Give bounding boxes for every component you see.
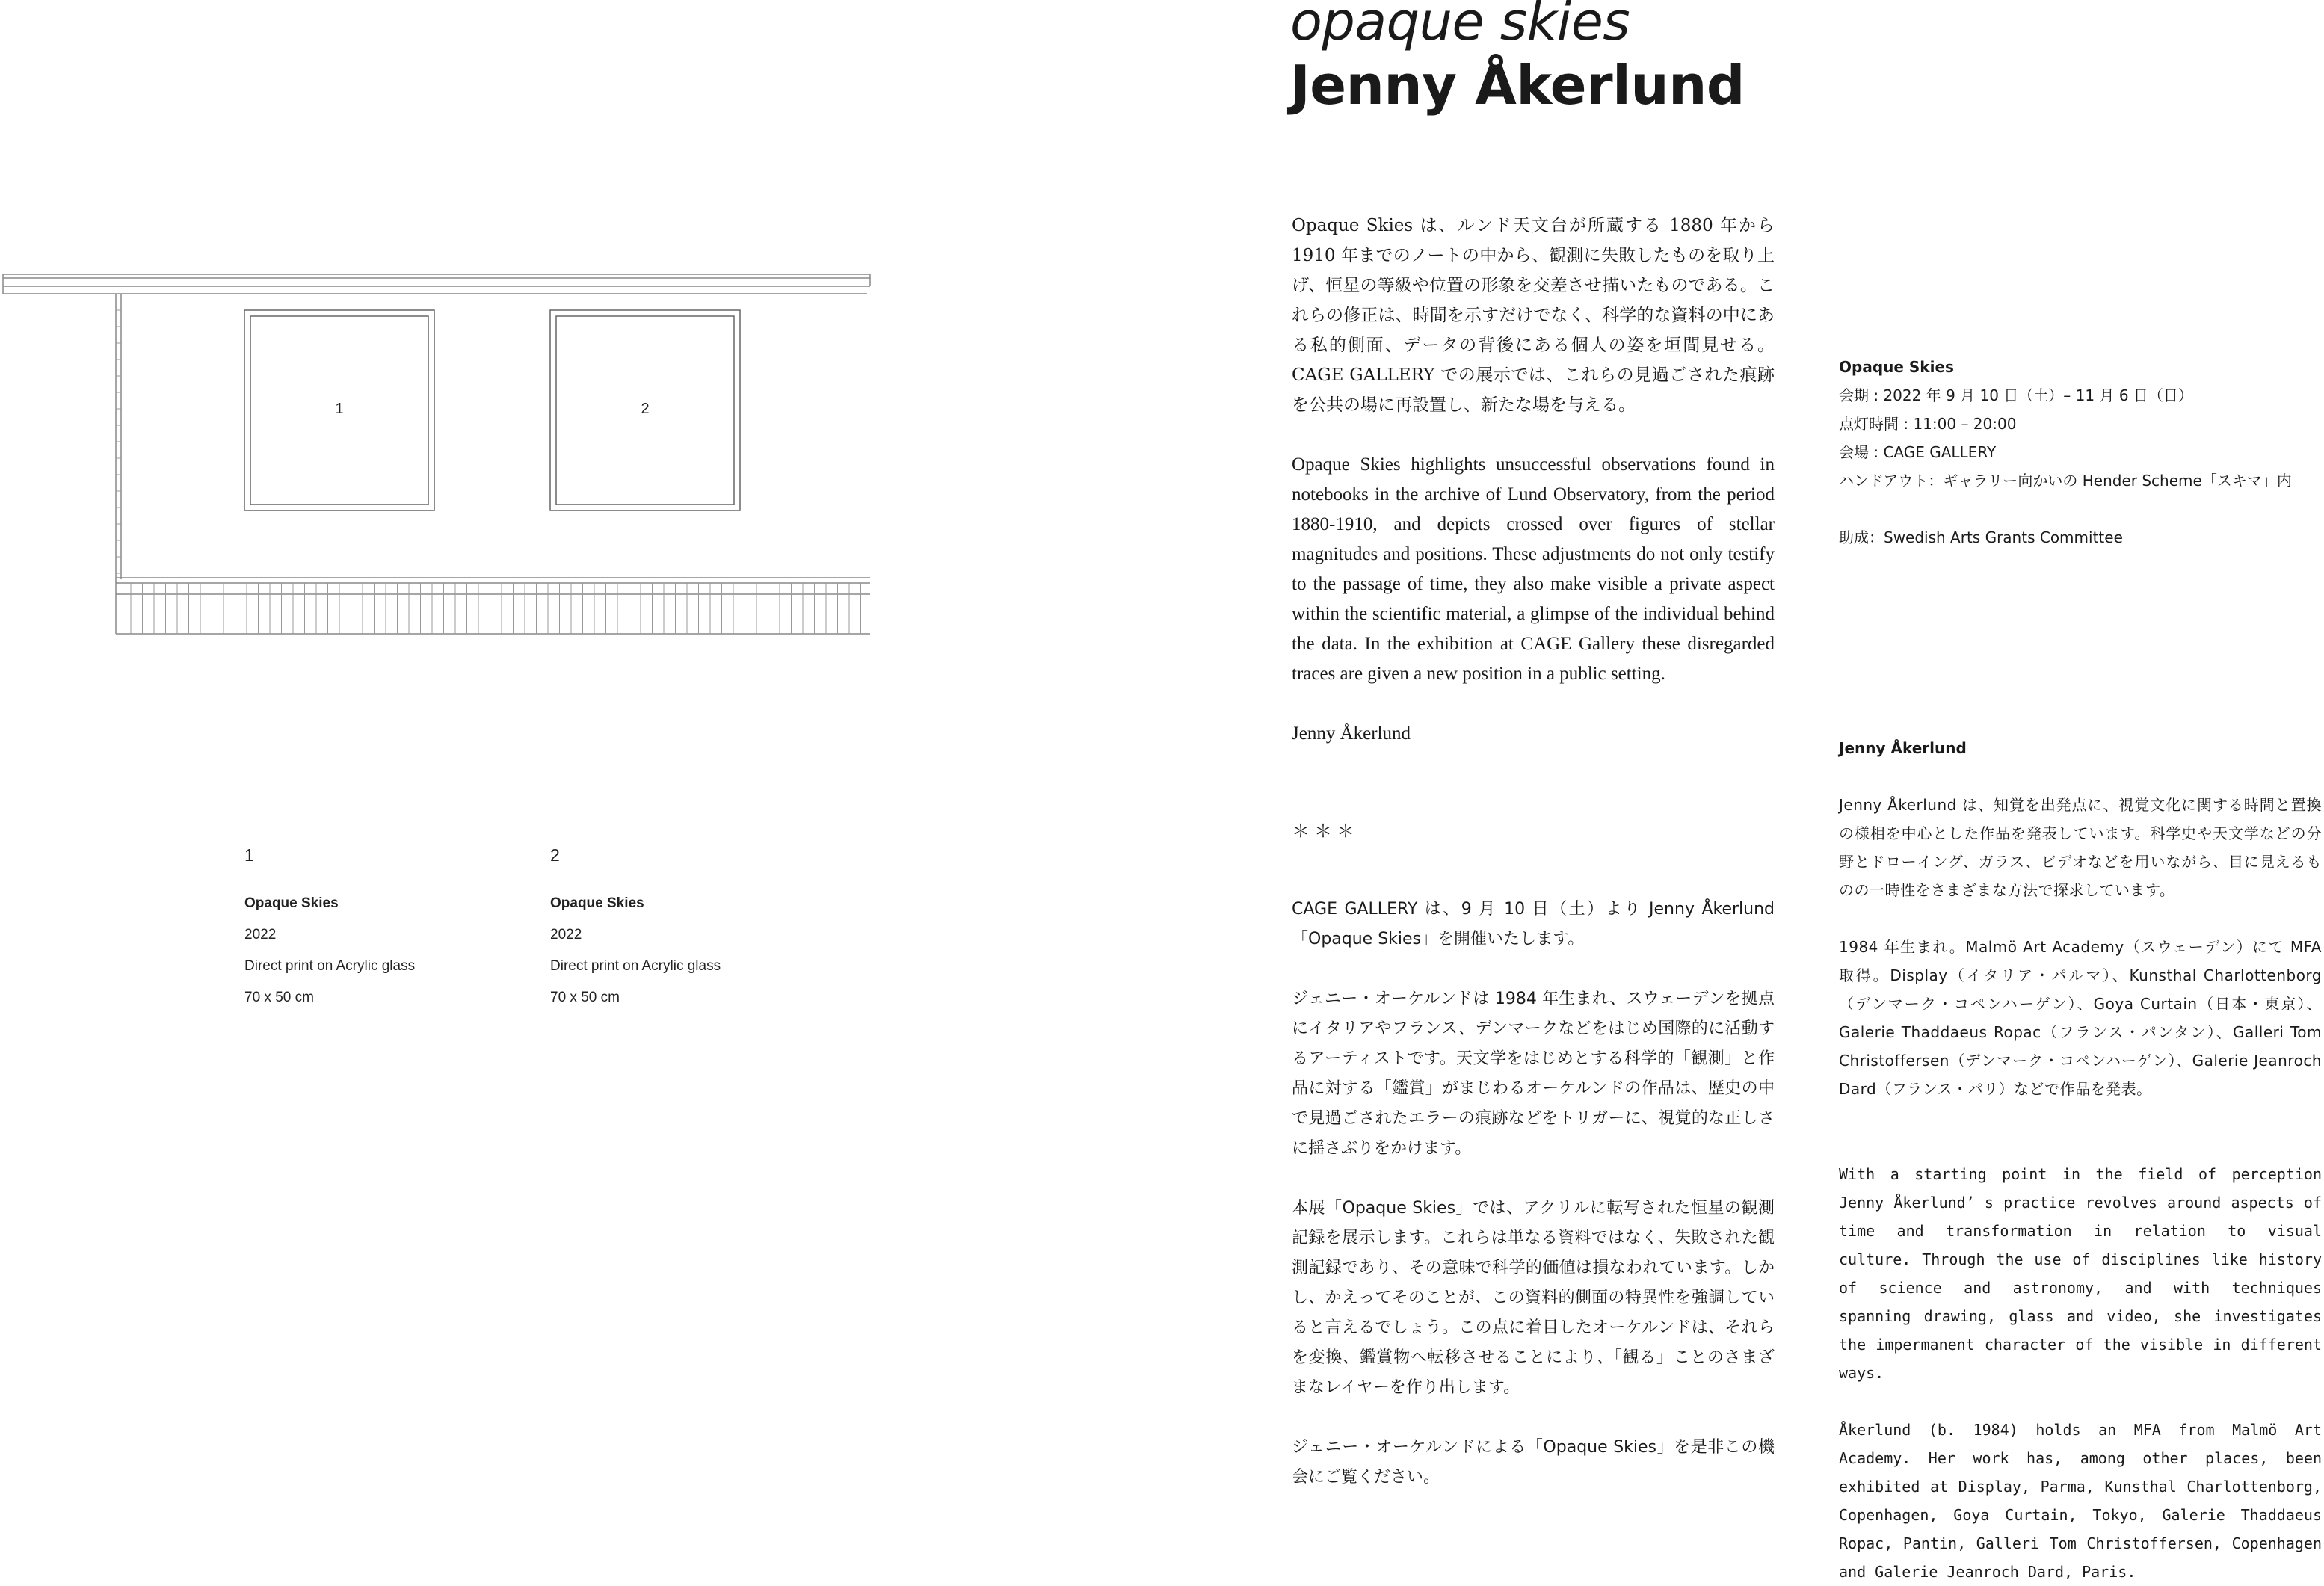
gallery-elevation-drawing xyxy=(0,265,882,639)
info-hours: 点灯時間 : 11:00 – 20:00 xyxy=(1839,415,2017,433)
artwork-number: 1 xyxy=(244,845,254,865)
artwork-number: 2 xyxy=(550,845,560,865)
statement-en: Opaque Skies highlights unsuccessful observations found in notebooks in the archive of Lund Observatory, from the period 1880-1910, and depicts crossed over figures of stellar magnitudes and positions. These adjustments do not only testify to the passage of time, they also make visible a private aspect within the scientific material, a glimpse of the individual behind the data. In the exhibition at CAGE Gallery these disregarded traces are given a new position in a public setting. xyxy=(1292,454,1775,684)
press-paragraph-3: 本展「Opaque Skies」では、アクリルに転写された恒星の観測記録を展示します。これらは単なる資料ではなく、失敗された観測記録であり、その意味で科学的価値は損なわれています。しかし、かえってそのことが、この資料的側面の特異性を強調していると言えるでしょう。この点に着目したオーケルンドは、それらを変換、鑑賞物へ転移させることにより、「観る」ことのさまざまなレイヤーを作り出します。 xyxy=(1292,1199,1775,1397)
artist-bio xyxy=(1839,734,2322,1586)
artwork-title: Opaque Skies xyxy=(244,895,339,911)
artist-name-title: Jenny Åkerlund xyxy=(1290,54,1745,117)
bio-jp-1: Jenny Åkerlund は、知覚を出発点に、視覚文化に関する時間と置換の様相を中心とした作品を発表しています。科学史や天文学などの分野とドローイング、ガラス、ビデオなどを用いながら、目に見えるものの一時性をさまざまな方法で探求しています。 xyxy=(1839,796,2322,899)
top-ledge xyxy=(3,274,870,294)
frame-2-label: 2 xyxy=(641,401,650,417)
base-grid xyxy=(116,578,870,634)
artwork-medium: Direct print on Acrylic glass xyxy=(244,958,416,974)
section-separator: ＊＊＊ xyxy=(1292,821,1359,842)
info-venue: 会場 : CAGE GALLERY xyxy=(1839,443,1997,461)
exhibition-info xyxy=(1839,353,2322,552)
title-block xyxy=(1290,0,1745,118)
artwork-size: 70 x 50 cm xyxy=(550,990,620,1005)
bio-jp-2: 1984 年生まれ。Malmö Art Academy（スウェーデン）にて MFA 取得。Display（イタリア・パルマ）、Kunsthal Charlottenborg（デンマーク・コペンハーゲン）、Goya Curtain（日本・東京）、Galerie Thaddaeus Ropac（フランス・パンタン）、Galleri Tom Christoffersen（デンマーク・コペンハーゲン）、Galerie Jeanroch Dard（フランス・パリ）などで作品を発表。 xyxy=(1839,938,2322,1098)
statement-column xyxy=(1292,211,1775,1493)
artwork-medium: Direct print on Acrylic glass xyxy=(550,958,721,974)
artwork-caption-1 xyxy=(244,845,528,1013)
artwork-year: 2022 xyxy=(550,927,582,942)
base-verticals xyxy=(131,583,861,634)
frame-1-label: 1 xyxy=(335,401,344,417)
bio-heading: Jenny Åkerlund xyxy=(1839,739,1967,757)
artwork-caption-2 xyxy=(550,845,834,1013)
info-support: 助成：Swedish Arts Grants Committee xyxy=(1839,528,2123,546)
info-heading: Opaque Skies xyxy=(1839,358,1954,376)
exhibition-title: opaque skies xyxy=(1290,0,1630,52)
post-ticks xyxy=(116,310,121,573)
artwork-size: 70 x 50 cm xyxy=(244,990,314,1005)
info-period: 会期 : 2022 年 9 月 10 日（土）– 11 月 6 日（日） xyxy=(1839,386,2193,404)
press-paragraph-4: ジェニー・オーケルンドによる「Opaque Skies」を是非この機会にご覧ください。 xyxy=(1292,1438,1775,1487)
press-paragraph-1: CAGE GALLERY は、9 月 10 日（土）より Jenny Åkerlund「Opaque Skies」を開催いたします。 xyxy=(1292,900,1775,948)
press-paragraph-2: ジェニー・オーケルンドは 1984 年生まれ、スウェーデンを拠点にイタリアやフランス、デンマークなどをはじめ国際的に活動するアーティストです。天文学をはじめとする科学的「観測」と作品に対する「鑑賞」がまじわるオーケルンドの作品は、歴史の中で見過ごされたエラーの痕跡などをトリガーに、視覚的な正しさに揺さぶりをかけます。 xyxy=(1292,990,1775,1158)
artwork-title: Opaque Skies xyxy=(550,895,644,911)
statement-signature: Jenny Åkerlund xyxy=(1292,723,1411,744)
bio-en-1: With a starting point in the field of perception Jenny Åkerlund’ s practice revolves around aspects of time and transformation in relation to visual culture. Through the use of disciplines like history of science and astronomy, and with techniques spanning drawing, glass and video, she investigates the impermanent character of the visible in different ways. xyxy=(1839,1165,2322,1382)
info-handout: ハンドアウト：ギャラリー向かいの Hender Scheme「スキマ」内 xyxy=(1839,472,2292,490)
bio-en-2: Åkerlund (b. 1984) holds an MFA from Malmö Art Academy. Her work has, among other places, been exhibited at Display, Parma, Kunsthal Charlottenborg, Copenhagen, Goya Curtain, Tokyo, Galerie Thaddaeus Ropac, Pantin, Galleri Tom Christoffersen, Copenhagen and Galerie Jeanroch Dard, Paris. xyxy=(1839,1421,2322,1581)
artwork-year: 2022 xyxy=(244,927,277,942)
statement-jp: Opaque Skies は、ルンド天文台が所蔵する 1880 年から 1910 年までのノートの中から、観測に失敗したものを取り上げ、恒星の等級や位置の形象を交差させ描いたものである。これらの修正は、時間を示すだけでなく、科学的な資料の中にある私的側面、データの背後にある個人の姿を垣間見せる。CAGE GALLERY での展示では、これらの見過ごされた痕跡を公共の場に再設置し、新たな場を与える。 xyxy=(1292,216,1775,415)
